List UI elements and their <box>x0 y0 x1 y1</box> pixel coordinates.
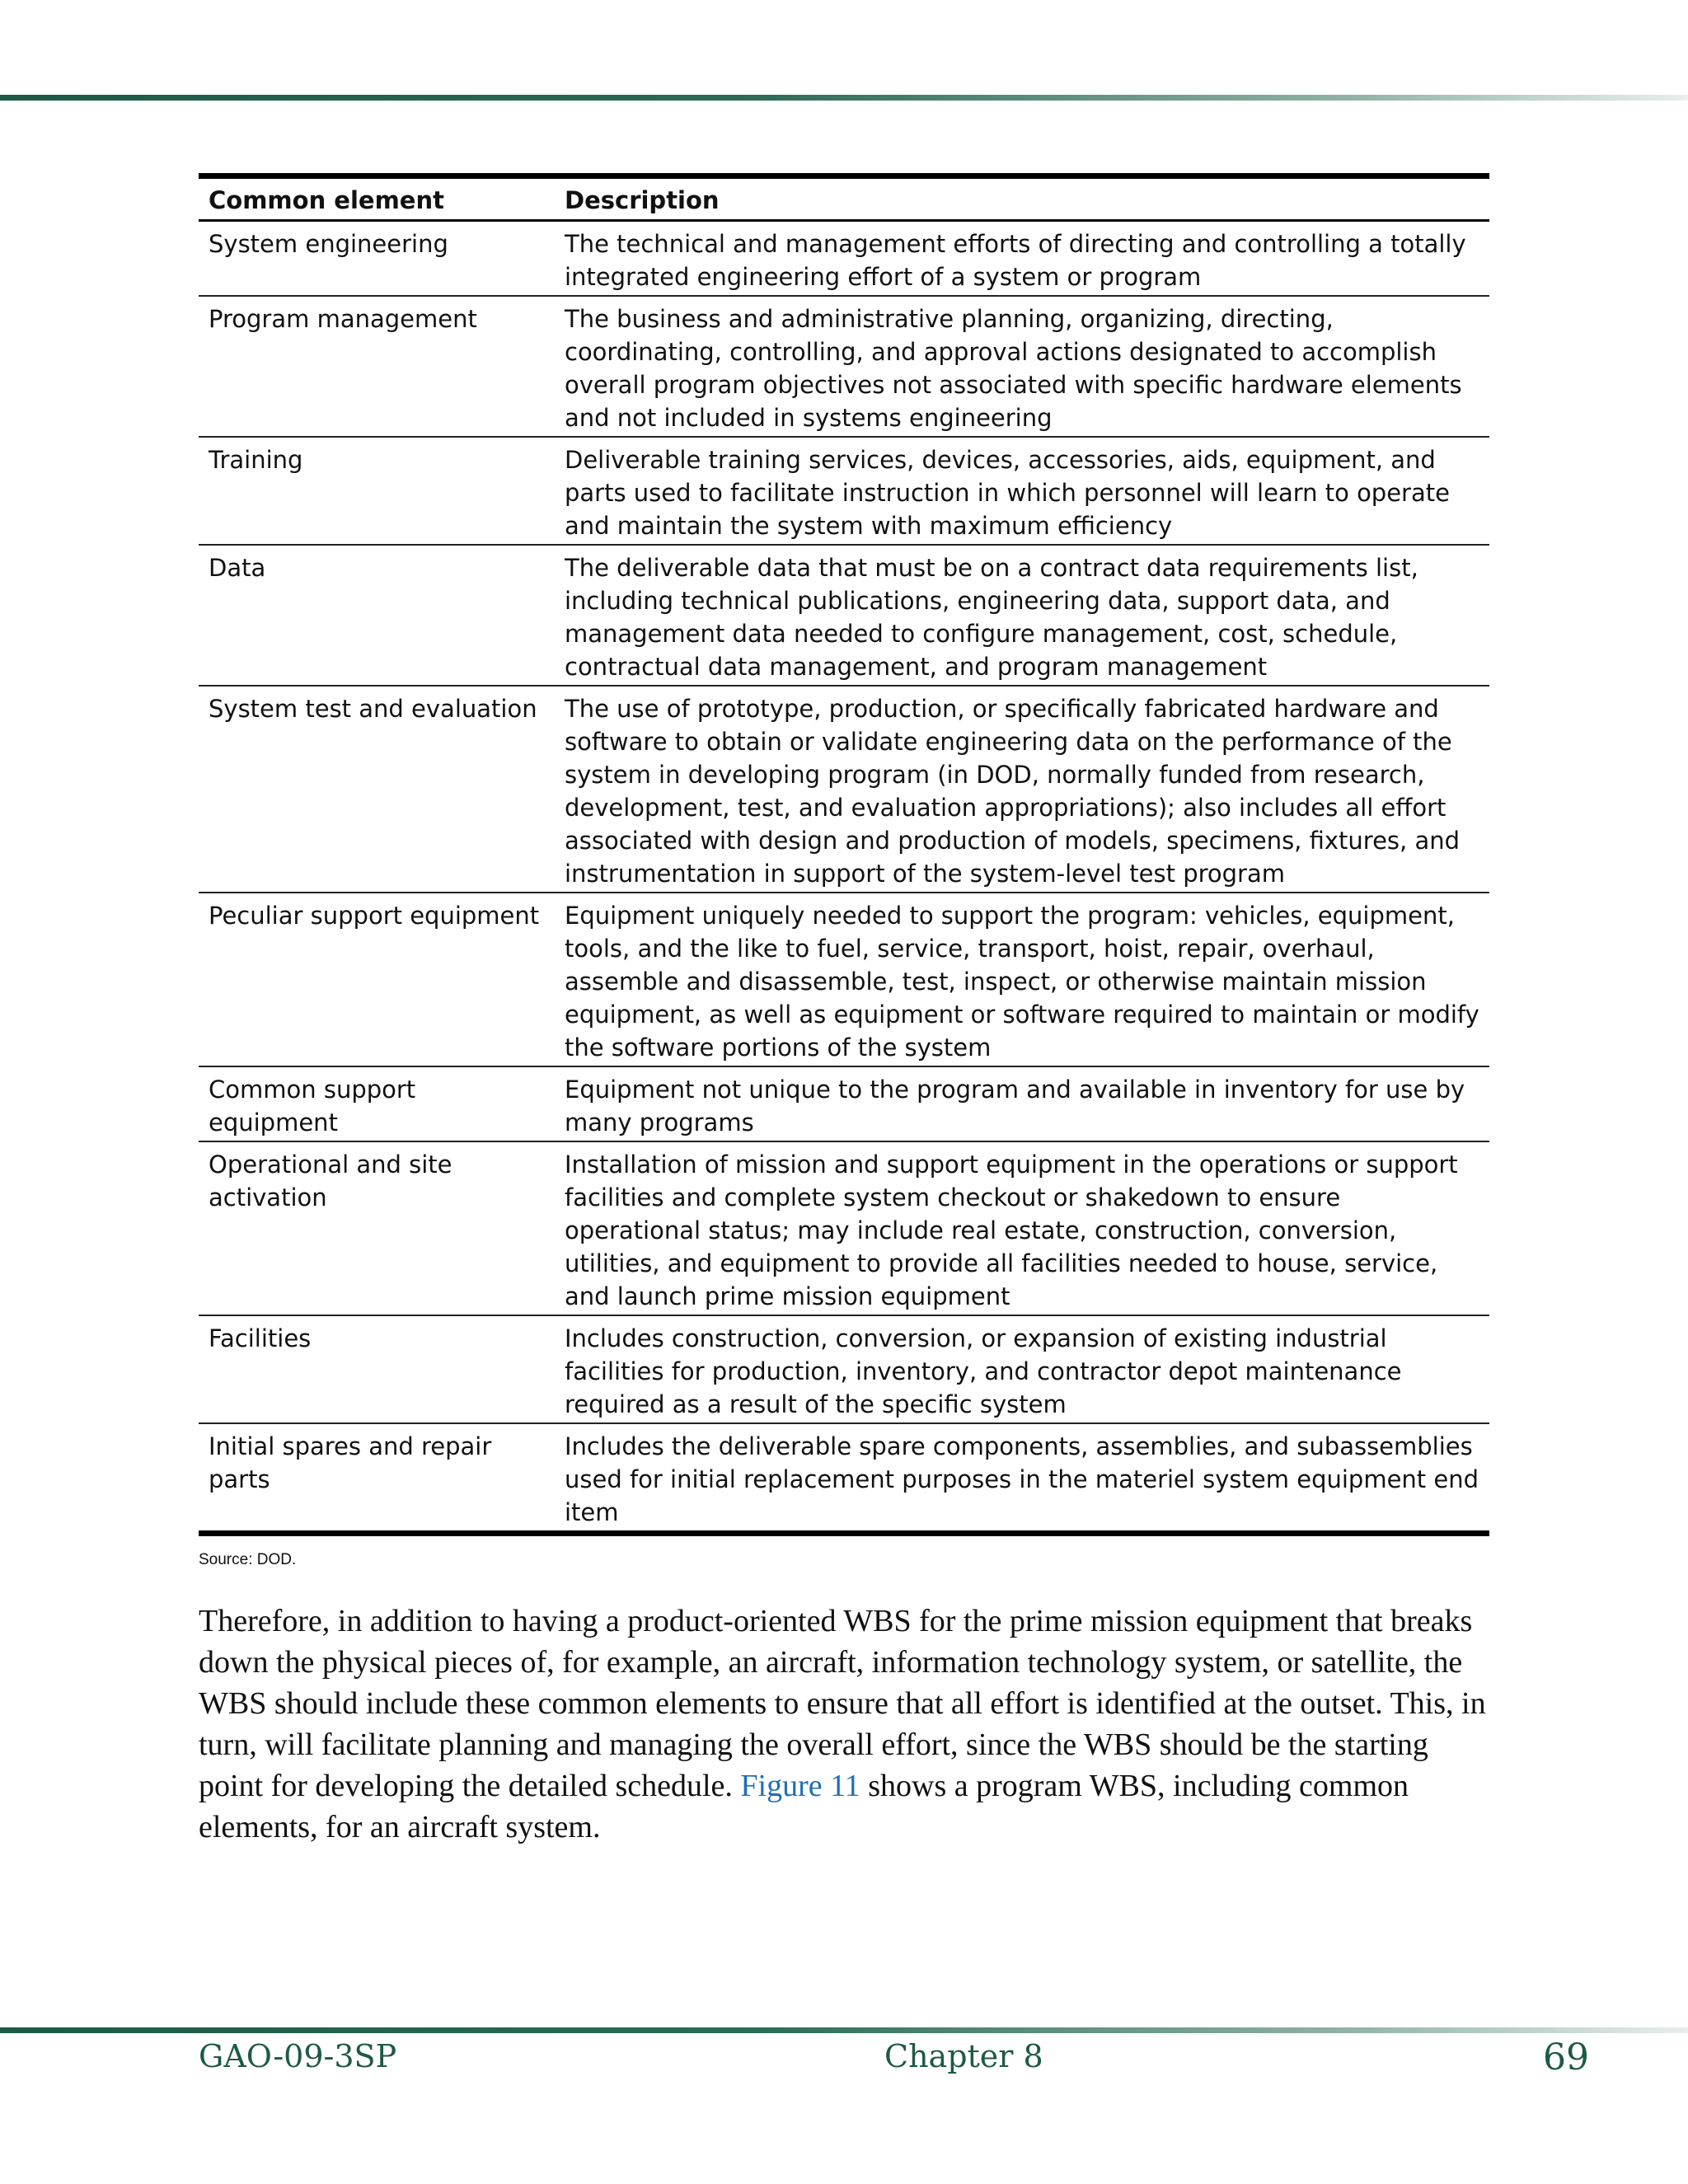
header-rule <box>0 95 1688 101</box>
row-description: The business and administrative planning, organizing, directing, coordinating, controlling, and approval actions designated to accomplish overall program objectives not associated with specific hardware elements and not included in systems engineering <box>555 296 1489 437</box>
row-element: Common support equipment <box>199 1066 555 1141</box>
footer-rule <box>0 2027 1688 2033</box>
table-row <box>199 893 1489 1066</box>
row-element: Training <box>199 437 555 545</box>
footer-report-number: GAO-09-3SP <box>199 2038 397 2074</box>
column-header-description: Description <box>555 176 1489 221</box>
row-element: Peculiar support equipment <box>199 893 555 1066</box>
row-description: Equipment not unique to the program and available in inventory for use by many programs <box>555 1066 1489 1141</box>
figure-11-link[interactable]: Figure 11 <box>740 1769 860 1803</box>
table-row <box>199 1315 1489 1423</box>
body-paragraph <box>199 1601 1493 1848</box>
row-element: Data <box>199 545 555 686</box>
table-row <box>199 545 1489 686</box>
table-row <box>199 686 1489 893</box>
row-element: System test and evaluation <box>199 686 555 893</box>
row-element: Operational and site activation <box>199 1141 555 1315</box>
column-header-element: Common element <box>199 176 555 221</box>
footer-page-number: 69 <box>1543 2036 1589 2079</box>
table-row <box>199 1141 1489 1315</box>
row-description: The use of prototype, production, or specifically fabricated hardware and software to obtain or validate engineering data on the performance of the system in developing program (in DOD, normally funded from research, development, test, and evaluation appropriations); also includes all effort associated with design and production of models, specimens, fixtures, and instrumentation in support of the system-level test program <box>555 686 1489 893</box>
common-elements-table <box>199 173 1489 1536</box>
row-element: Initial spares and repair parts <box>199 1423 555 1534</box>
row-description: Installation of mission and support equipment in the operations or support facilities and complete system checkout or shakedown to ensure operational status; may include real estate, construction, conversion, utilities, and equipment to provide all facilities needed to house, service, and launch prime mission equipment <box>555 1141 1489 1315</box>
row-element: Facilities <box>199 1315 555 1423</box>
row-description: Includes the deliverable spare components, assemblies, and subassemblies used for initial replacement purposes in the materiel system equipment end item <box>555 1423 1489 1534</box>
table-row <box>199 437 1489 545</box>
table-row <box>199 221 1489 297</box>
row-element: System engineering <box>209 230 448 258</box>
table-row <box>199 1066 1489 1141</box>
row-description: The technical and management efforts of directing and controlling a totally integrated engineering effort of a system or program <box>565 230 1466 291</box>
footer-chapter: Chapter 8 <box>884 2038 1043 2074</box>
table-source-note: Source: DOD. <box>199 1551 297 1568</box>
paragraph-text-after-link: shows a program WBS, including common elements, for an aircraft system. <box>199 1769 1409 1844</box>
table-row <box>199 1423 1489 1534</box>
paragraph-text-before-link: Therefore, in addition to having a product-oriented WBS for the prime mission equipment that breaks down the physical pieces of, for example, an aircraft, information technology system, or satellite, the WBS should include these common elements to ensure that all effort is identified at the outset. This, in turn, will facilitate planning and managing the overall effort, since the WBS should be the starting point for developing the detailed schedule. <box>199 1604 1486 1803</box>
row-description: Deliverable training services, devices, accessories, aids, equipment, and parts used to facilitate instruction in which personnel will learn to operate and maintain the system with maximum efficiency <box>555 437 1489 545</box>
row-element: Program management <box>199 296 555 437</box>
row-description: Includes construction, conversion, or expansion of existing industrial facilities for production, inventory, and contractor depot maintenance required as a result of the specific system <box>555 1315 1489 1423</box>
table-header-row <box>199 176 1489 221</box>
row-description: The deliverable data that must be on a contract data requirements list, including technical publications, engineering data, support data, and management data needed to configure management, cost, schedule, contractual data management, and program management <box>555 545 1489 686</box>
table-row <box>199 296 1489 437</box>
row-description: Equipment uniquely needed to support the program: vehicles, equipment, tools, and the like to fuel, service, transport, hoist, repair, overhaul, assemble and disassemble, test, inspect, or otherwise maintain mission equipment, as well as equipment or software required to maintain or modify the software portions of the system <box>555 893 1489 1066</box>
common-elements-table-wrap <box>199 173 1489 1536</box>
